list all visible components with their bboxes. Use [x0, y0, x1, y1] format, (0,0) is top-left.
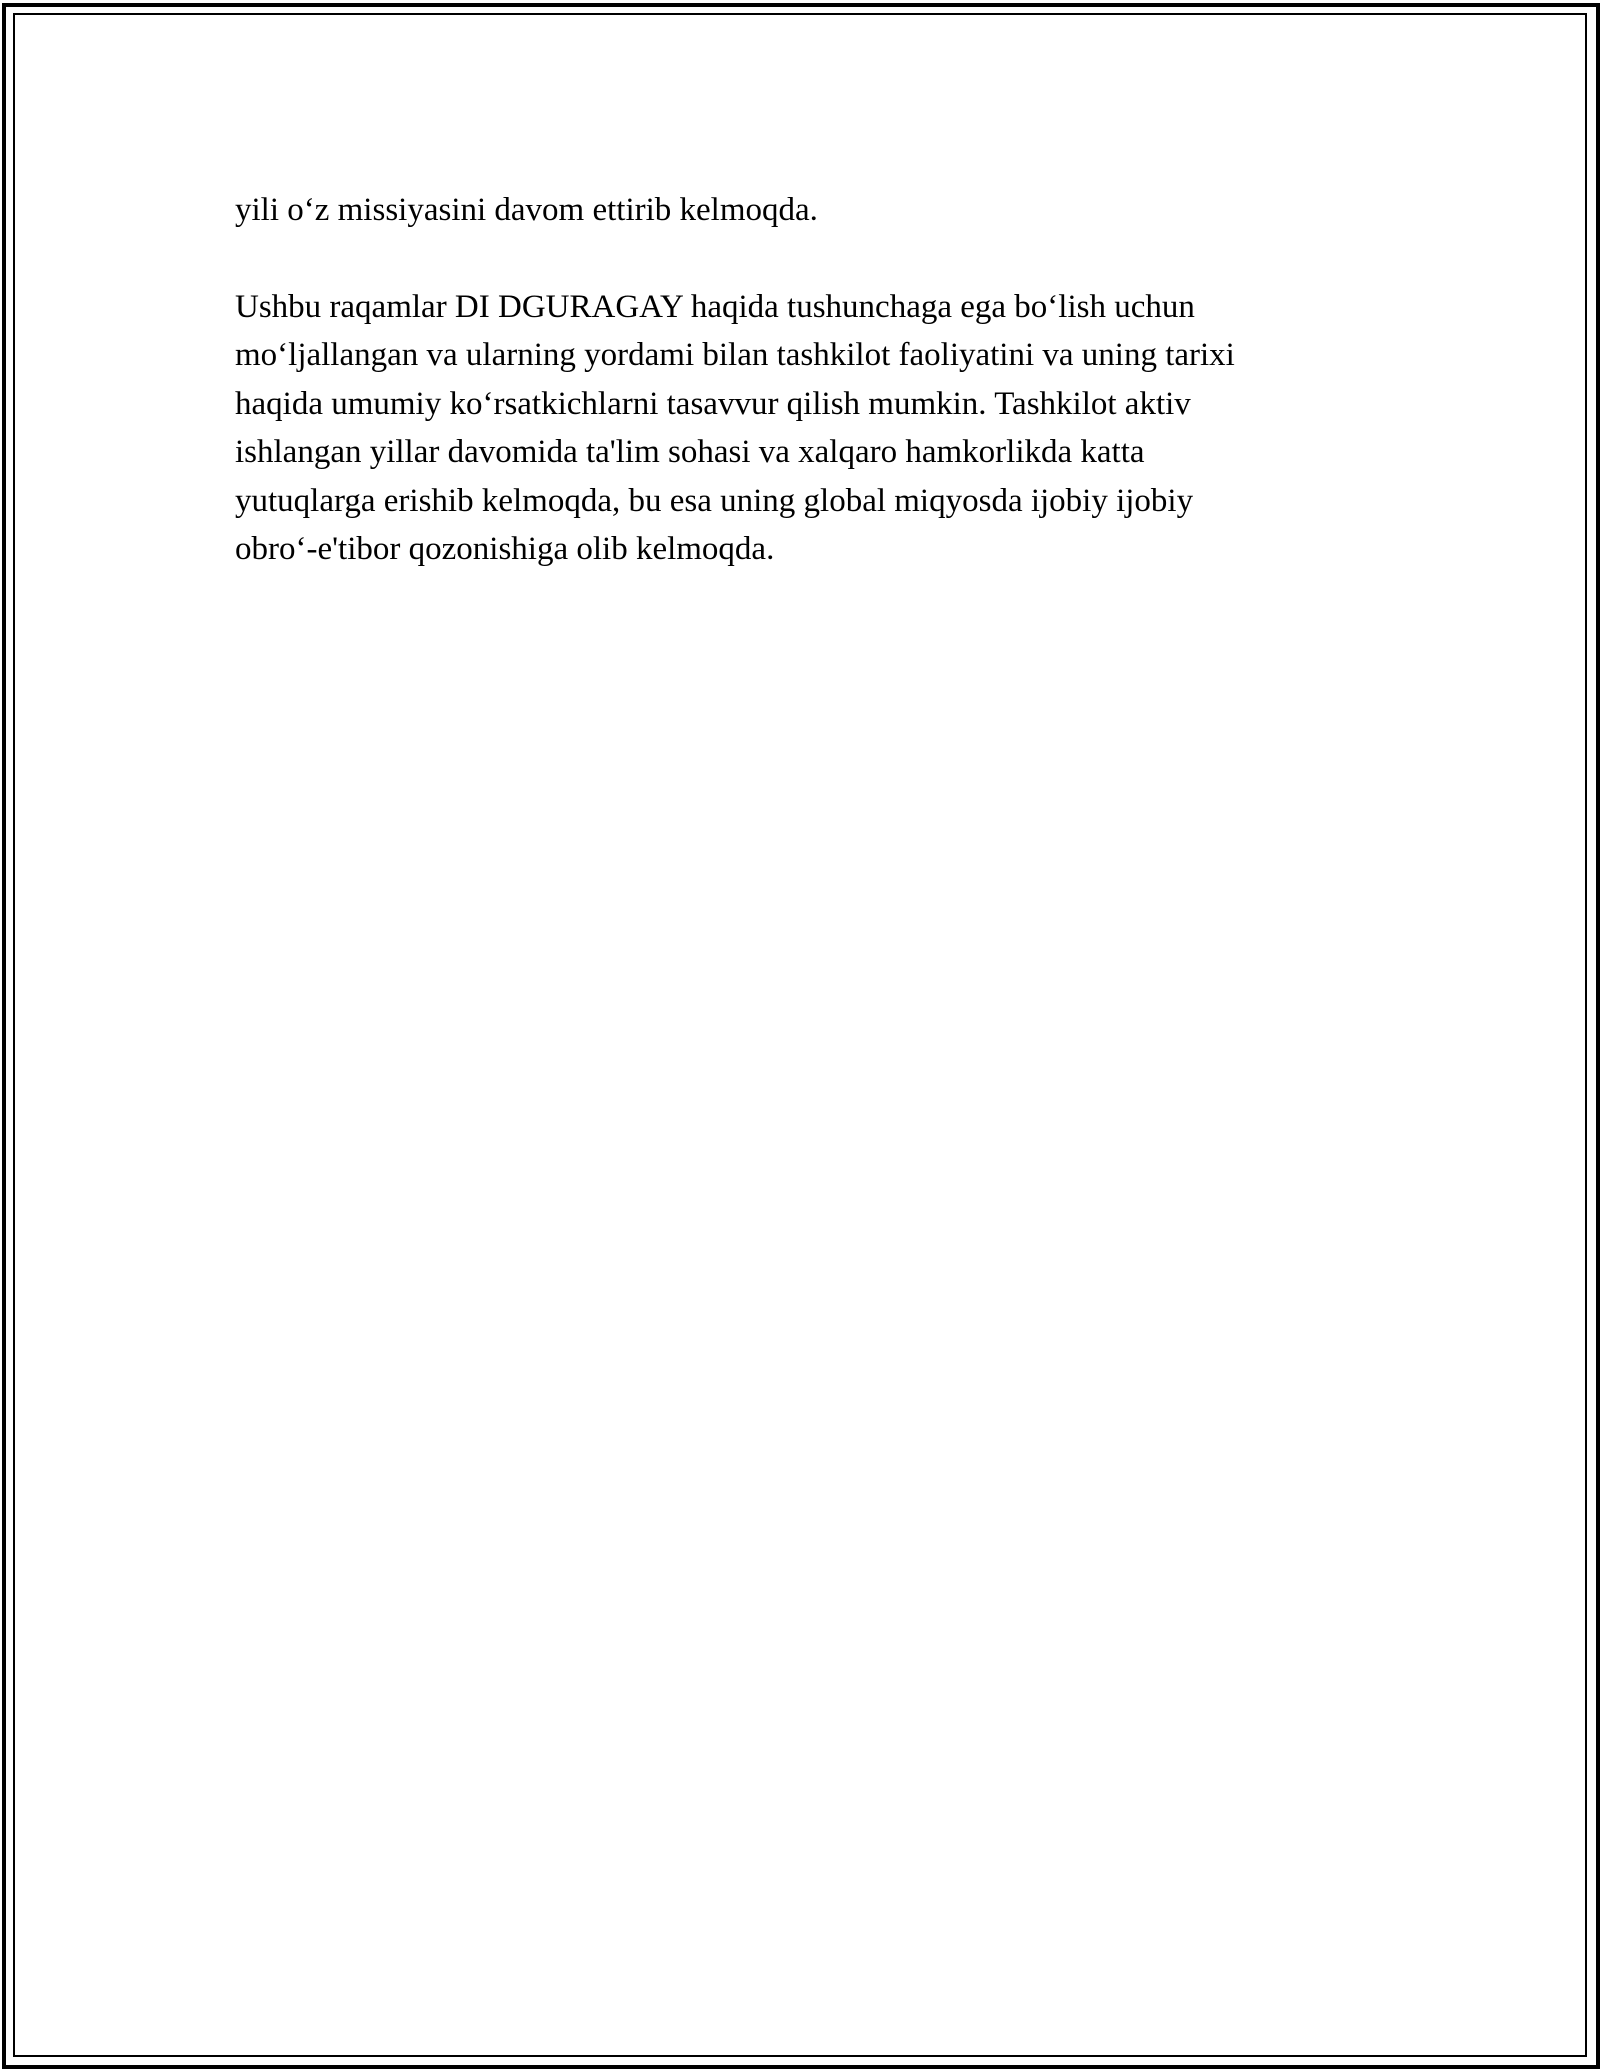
text-line: yili o‘z missiyasini davom ettirib kelmoqda.: [235, 192, 818, 228]
document-body: [235, 186, 1365, 574]
text-line: ishlangan yillar davomida ta'lim sohasi va xalqaro hamkorlikda katta: [235, 434, 1145, 470]
text-line: haqida umumiy ko‘rsatkichlarni tasavvur qilish mumkin. Tashkilot aktiv: [235, 385, 1191, 422]
paragraph-continuation: [235, 186, 1365, 235]
text-line: Ushbu raqamlar DI DGURAGAY haqida tushunchaga ega bo‘lish uchun: [235, 288, 1195, 325]
text-line: yutuqlarga erishib kelmoqda, bu esa uning global miqyosda ijobiy ijobiy: [235, 482, 1194, 519]
text-line: mo‘ljallangan va ularning yordami bilan tashkilot faoliyatini va uning tarixi: [235, 337, 1235, 373]
text-line: obro‘-e'tibor qozonishiga olib kelmoqda.: [235, 531, 775, 567]
paragraph-summary: [235, 283, 1365, 574]
